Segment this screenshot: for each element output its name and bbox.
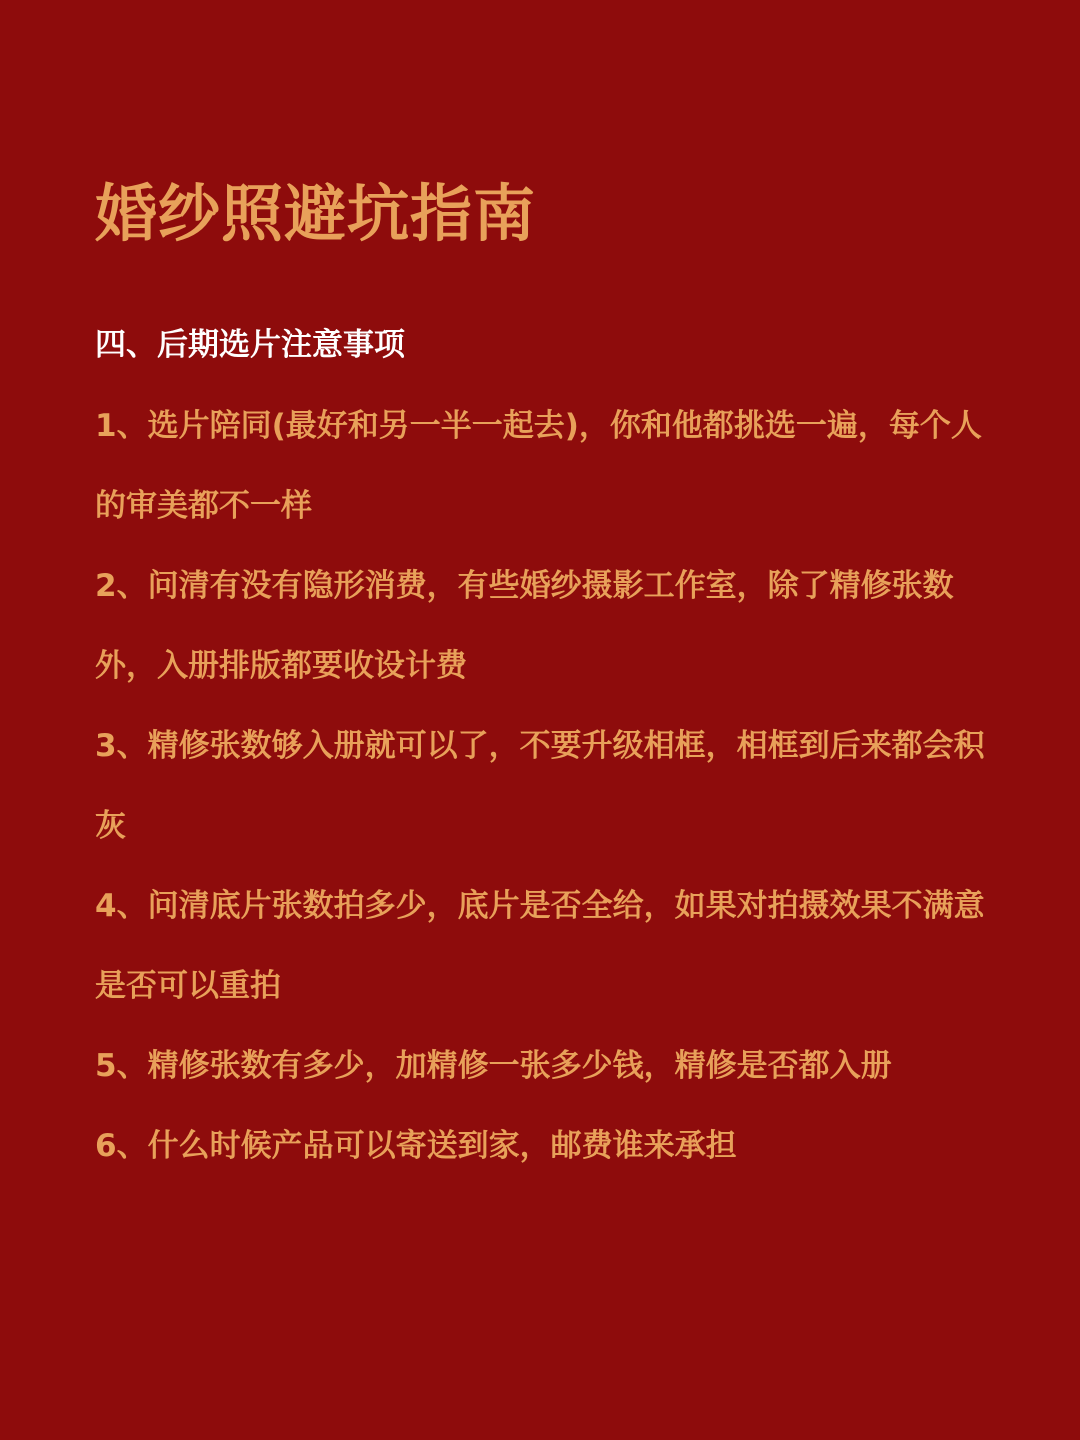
list-item: 3、精修张数够入册就可以了，不要升级相框，相框到后来都会积灰	[95, 728, 985, 844]
list-item: 6、什么时候产品可以寄送到家，邮费谁来承担	[95, 1128, 737, 1164]
list-item: 2、问清有没有隐形消费，有些婚纱摄影工作室，除了精修张数外，入册排版都要收设计费	[95, 568, 954, 684]
section-heading: 四、后期选片注意事项	[95, 327, 405, 363]
list-item: 1、选片陪同(最好和另一半一起去)，你和他都挑选一遍，每个人的审美都不一样	[95, 408, 982, 524]
tips-list	[95, 386, 995, 1186]
page-title: 婚纱照避坑指南	[95, 177, 537, 250]
list-item: 4、问清底片张数拍多少，底片是否全给，如果对拍摄效果不满意是否可以重拍	[95, 888, 985, 1004]
list-item: 5、精修张数有多少，加精修一张多少钱，精修是否都入册	[95, 1048, 892, 1084]
